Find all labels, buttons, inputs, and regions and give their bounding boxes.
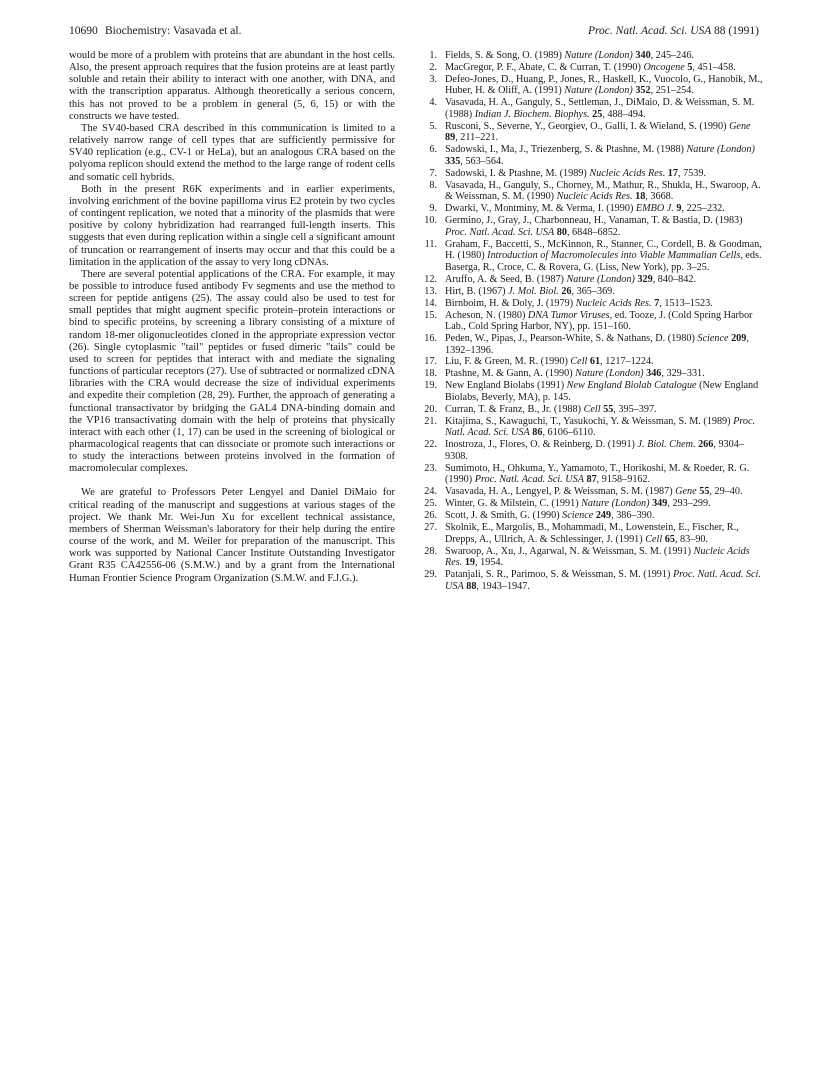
reference-item	[413, 310, 763, 333]
journal-citation	[588, 25, 759, 37]
reference-number: 9.	[429, 203, 437, 215]
reference-text	[445, 97, 763, 120]
reference-journal: Nature (London)	[564, 85, 633, 97]
reference-text	[445, 310, 763, 333]
reference-authors: Birnboim, H. & Doly, J. (1979)	[445, 297, 576, 309]
reference-number: 25.	[424, 498, 437, 510]
reference-pages: , 245–246.	[650, 50, 694, 61]
reference-volume: 335	[445, 155, 461, 167]
paragraph-3: Both in the present R6K experiments and in earlier experiments, involving enrichment of the bovine papilloma virus E2 protein by two cycles of contingent replication, we noted that a minority of the plasmids that were positive by colony hybridization had rearranged full-length inserts. This suggests that even during replication within a single cell a significant amount of truncation or rearrangement of inserts may occur and that this could be a limitation in the application of the assay to very long cDNAs.	[69, 183, 395, 268]
reference-pages: , 488–494.	[602, 108, 646, 120]
reference-volume: 209	[728, 332, 747, 344]
reference-volume: 340	[632, 50, 651, 61]
reference-item	[413, 416, 763, 439]
reference-text	[445, 62, 763, 74]
reference-item	[413, 380, 763, 403]
reference-volume: 86	[529, 427, 543, 439]
reference-item	[413, 74, 763, 97]
reference-authors: Fields, S. & Song, O. (1989)	[445, 50, 565, 61]
reference-item	[413, 286, 763, 298]
reference-text	[445, 463, 763, 486]
reference-authors: Vasavada, H. A., Ganguly, S., Settleman, J., DiMaio, D. & Weissman, S. M. (1988)	[445, 97, 755, 120]
reference-number: 4.	[429, 97, 437, 109]
reference-authors: Sumimoto, H., Ohkuma, Y., Yamamoto, T., Horikoshi, M. & Roeder, R. G. (1990)	[445, 462, 750, 486]
reference-item	[413, 463, 763, 486]
reference-authors: MacGregor, P. F., Abate, C. & Curran, T. (1990)	[445, 61, 644, 73]
reference-pages: , 1513–1523.	[659, 297, 713, 309]
reference-number: 16.	[424, 332, 437, 344]
reference-authors: Hirt, B. (1967)	[445, 285, 509, 297]
reference-journal: J. Biol. Chem.	[637, 439, 696, 451]
reference-number: 1.	[429, 50, 437, 61]
reference-journal: J. Mol. Biol.	[508, 285, 559, 297]
reference-authors: Vasavada, H., Ganguly, S., Chorney, M., Mathur, R., Shukla, H., Swaroop, A. & Weissman, S. M. (1990)	[445, 179, 761, 203]
reference-pages: , 6106–6110.	[542, 427, 596, 439]
paragraph-1: would be more of a problem with proteins that are abundant in the host cells. Also, the present approach requires that the fusion proteins are at least partly soluble and retain their ability to interact with one another, with DNA, and with the transcription apparatus. Although theoretically a serious concern, this has not proved to be a problem in general (5, 6, 15) or with the constructs we have tested.	[69, 50, 395, 122]
acknowledgments: We are grateful to Professors Peter Lengyel and Daniel DiMaio for critical reading of the manuscript and suggestions at various stages of the project. We thank Mr. Wei-Jun Xu for excellent technical assistance, members of Sherman Weissman's laboratory for their help during the entire course of the work, and M. Weiler for preparation of the manuscript. This work was supported by National Cancer Institute Outstanding Investigator Grant R35 CA42556-06 (S.M.W.) and by a grant from the International Human Frontier Science Program Organization (S.M.W. and F.J.G.).	[69, 487, 395, 584]
reference-authors: Dwarki, V., Montminy, M. & Verma, I. (1990)	[445, 203, 636, 215]
reference-item	[413, 356, 763, 368]
reference-text	[445, 380, 763, 403]
reference-text	[445, 203, 763, 215]
reference-text	[445, 522, 763, 545]
reference-journal: Introduction of Macromolecules into Viable Mammalian Cells	[487, 250, 741, 262]
reference-authors: Sadowski, I., Ma, J., Triezenberg, S. & Ptashne, M. (1988)	[445, 144, 687, 156]
reference-journal: Science	[562, 510, 594, 522]
reference-volume: 55	[600, 403, 614, 415]
reference-authors: Defeo-Jones, D., Huang, P., Jones, R., Haskell, K., Vuocolo, G., Hanobik, M., Huber, H. & Oliff, A. (1991)	[445, 73, 763, 97]
reference-volume: 266	[695, 439, 714, 451]
reference-pages: , 6848–6852.	[566, 226, 621, 238]
reference-volume: 346	[643, 368, 662, 380]
reference-item	[413, 546, 763, 569]
reference-pages: (New England Biolabs, Beverly, MA), p. 145.	[445, 380, 759, 403]
reference-item	[413, 97, 763, 120]
reference-journal: Proc. Natl. Acad. Sci. USA	[445, 569, 761, 592]
reference-journal: Nature (London)	[566, 273, 635, 285]
reference-number: 28.	[424, 545, 437, 557]
reference-authors: Kitajima, S., Kawaguchi, T., Yasukochi, Y. & Weissman, S. M. (1989)	[445, 415, 734, 427]
reference-text	[445, 439, 763, 462]
reference-pages: , 1217–1224.	[600, 356, 654, 368]
reference-pages: , 840–842.	[652, 273, 696, 285]
reference-number: 12.	[424, 273, 437, 285]
reference-volume: 329	[634, 273, 653, 285]
reference-volume: 18	[632, 191, 646, 203]
reference-authors: Aruffo, A. & Seed, B. (1987)	[445, 273, 567, 285]
reference-pages: , 211–221.	[455, 132, 499, 144]
reference-journal: Proc. Natl. Acad. Sci. USA	[445, 226, 555, 238]
reference-item	[413, 404, 763, 416]
reference-number: 23.	[424, 462, 437, 474]
reference-volume: 65	[662, 533, 675, 545]
reference-text	[445, 50, 763, 62]
reference-journal: Nature (London)	[575, 368, 644, 380]
reference-pages: , 293–299.	[667, 498, 711, 510]
reference-authors: Rusconi, S., Severne, Y., Georgiev, O., Galli, I. & Wieland, S. (1990)	[445, 120, 730, 132]
reference-item	[413, 239, 763, 274]
reference-journal: Gene	[729, 120, 751, 132]
reference-number: 21.	[424, 415, 437, 427]
reference-journal: Nature (London)	[686, 144, 755, 156]
reference-authors: Winter, G. & Milstein, C. (1991)	[445, 498, 582, 510]
reference-text	[445, 356, 763, 368]
reference-volume: 55	[696, 486, 710, 498]
paragraph-4: There are several potential applications of the CRA. For example, it may be possible to introduce fused antibody Fv segments and use the method to screen for peptide antigens (25). The assay could also be used to test for small peptides that might augment specific protein–protein interactions or bind to specific proteins, by screening a library consisting of a mixture of random 18-mer oligonucleotides cloned in the appropriate expression vector (26). Single cytoplasmic "tail" peptides or fused dimeric "tails" could be used to screen for peptides that interact with and mediate the signaling functions of particular receptors (27). Use of subtracted or normalized cDNA libraries with the CRA would decrease the size of individual experiments and expedite their completion (28, 29). Further, the approach of generating a functional transactivator by bridging the GAL4 DNA-binding domain and the VP16 transactivating domain with the help of proteins that physically interact with each other (1, 17) can be used in the screening of biological or pharmacological reagents that can dissociate or promote such interactions or to study the interactions between proteins involved in the formation of macromolecular complexes.	[69, 268, 395, 475]
reference-authors: Curran, T. & Franz, B., Jr. (1988)	[445, 403, 584, 415]
running-head: Biochemistry: Vasavada et al.	[105, 25, 242, 37]
reference-journal: Nucleic Acids Res.	[575, 297, 652, 309]
reference-authors: Peden, W., Pipas, J., Pearson-White, S. & Nathans, D. (1980)	[445, 332, 698, 344]
reference-volume: 249	[593, 510, 612, 522]
reference-number: 13.	[424, 285, 437, 297]
reference-journal: Nucleic Acids Res.	[445, 545, 750, 569]
reference-volume: 25	[589, 108, 603, 120]
reference-pages: , 563–564.	[460, 155, 504, 167]
reference-volume: 87	[583, 474, 597, 486]
running-header	[69, 25, 759, 41]
reference-authors: Patanjali, S. R., Parimoo, S. & Weissman, S. M. (1991)	[445, 569, 673, 580]
reference-text	[445, 404, 763, 416]
reference-list	[413, 50, 763, 592]
reference-text	[445, 239, 763, 274]
reference-journal: New England Biolab Catalogue	[566, 380, 697, 392]
reference-number: 17.	[424, 356, 437, 368]
reference-pages: , 9304–9308.	[445, 439, 744, 462]
reference-journal: Proc. Natl. Acad. Sci. USA	[445, 415, 756, 439]
reference-item	[413, 180, 763, 203]
reference-authors: Ptashne, M. & Gann, A. (1990)	[445, 368, 576, 380]
reference-item	[413, 144, 763, 167]
reference-number: 3.	[429, 73, 437, 85]
reference-pages: , 251–254.	[650, 85, 694, 97]
reference-text	[445, 180, 763, 203]
reference-pages: , 225–232.	[681, 203, 725, 215]
reference-item	[413, 50, 763, 62]
reference-number: 24.	[424, 486, 437, 498]
reference-item	[413, 168, 763, 180]
reference-journal: Nucleic Acids Res.	[589, 167, 666, 179]
reference-pages: , 29–40.	[709, 486, 743, 498]
reference-pages: , 7539.	[677, 167, 706, 179]
reference-volume: 61	[587, 356, 601, 368]
reference-text	[445, 416, 763, 439]
reference-authors: Inostroza, J., Flores, O. & Reinberg, D. (1991)	[445, 439, 638, 451]
reference-journal: Cell	[645, 533, 663, 545]
reference-number: 10.	[424, 215, 437, 227]
reference-journal: Nature (London)	[564, 50, 633, 61]
journal-name: Proc. Natl. Acad. Sci. USA	[587, 25, 712, 37]
reference-pages: , 3668.	[645, 191, 674, 203]
reference-number: 19.	[424, 380, 437, 392]
reference-item	[413, 203, 763, 215]
reference-item	[413, 215, 763, 238]
reference-number: 2.	[429, 61, 437, 73]
reference-number: 7.	[429, 167, 437, 179]
reference-pages: , 395–397.	[613, 403, 657, 415]
reference-volume: 26	[558, 285, 572, 297]
reference-text	[445, 546, 763, 569]
reference-number: 11.	[424, 238, 437, 250]
reference-journal: Nature (London)	[581, 498, 650, 510]
reference-pages: , 1392–1396.	[445, 332, 749, 356]
reference-item	[413, 274, 763, 286]
reference-pages: , 1954.	[475, 557, 504, 569]
reference-authors: Skolnik, E., Margolis, B., Mohammadi, M., Lowenstein, E., Fischer, R., Drepps, A., Ullrich, A. & Schlessinger, J. (1991)	[445, 522, 739, 545]
reference-journal: DNA Tumor Viruses	[527, 309, 610, 321]
reference-journal: Proc. Natl. Acad. Sci. USA	[474, 474, 584, 486]
reference-text	[445, 368, 763, 380]
reference-text	[445, 486, 763, 498]
reference-pages: , eds. Baserga, R., Croce, C. & Rovera, G. (Liss, New York), pp. 3–25.	[445, 250, 762, 273]
reference-volume: 352	[632, 85, 651, 97]
reference-authors: Liu, F. & Green, M. R. (1990)	[445, 356, 571, 368]
reference-journal: Cell	[583, 403, 601, 415]
reference-authors: Acheson, N. (1980)	[445, 309, 528, 321]
reference-item	[413, 62, 763, 74]
reference-volume: 89	[445, 132, 456, 144]
reference-item	[413, 121, 763, 144]
reference-text	[445, 215, 763, 238]
reference-item	[413, 298, 763, 310]
reference-item	[413, 522, 763, 545]
reference-number: 15.	[424, 309, 437, 321]
reference-number: 27.	[424, 522, 437, 534]
reference-number: 26.	[424, 510, 437, 522]
reference-number: 29.	[424, 569, 437, 580]
reference-text	[445, 274, 763, 286]
reference-volume: 88	[463, 580, 477, 592]
reference-authors: Graham, F., Baccetti, S., McKinnon, R., Stanner, C., Cordell, B. & Goodman, H. (1980)	[445, 238, 762, 262]
reference-text	[445, 121, 763, 144]
reference-volume: 7	[651, 297, 660, 309]
reference-text	[445, 510, 763, 522]
reference-pages: , 365–369.	[571, 285, 615, 297]
reference-pages: , 9158–9162.	[596, 474, 651, 486]
reference-number: 22.	[424, 439, 437, 451]
reference-number: 14.	[424, 297, 437, 309]
journal-volume: 88 (1991)	[713, 25, 759, 37]
reference-text	[445, 498, 763, 510]
reference-authors: Sadowski, I. & Ptashne, M. (1989)	[445, 167, 590, 179]
reference-number: 18.	[424, 368, 437, 380]
reference-item	[413, 333, 763, 356]
reference-volume: 9	[673, 203, 682, 215]
reference-journal: EMBO J.	[635, 203, 674, 215]
reference-number: 5.	[429, 120, 437, 132]
reference-number: 6.	[429, 144, 437, 156]
reference-journal: Indian J. Biochem. Biophys.	[474, 108, 590, 120]
reference-pages: , 329–331.	[661, 368, 705, 380]
reference-number: 8.	[429, 179, 437, 191]
reference-authors: Scott, J. & Smith, G. (1990)	[445, 510, 563, 522]
page-number: 10690	[69, 25, 98, 37]
reference-volume: 80	[554, 226, 567, 238]
reference-item	[413, 486, 763, 498]
reference-authors: Germino, J., Gray, J., Charbonneau, H., Vanaman, T. & Bastia, D. (1983)	[445, 215, 743, 227]
reference-pages: , 83–90.	[674, 533, 709, 545]
reference-text	[445, 298, 763, 310]
body-column	[69, 50, 395, 585]
reference-number: 20.	[424, 403, 437, 415]
reference-item	[413, 368, 763, 380]
reference-pages: , 1943–1947.	[476, 580, 530, 592]
reference-volume: 349	[649, 498, 668, 510]
reference-item	[413, 569, 763, 592]
reference-authors: New England Biolabs (1991)	[445, 380, 567, 392]
reference-item	[413, 510, 763, 522]
reference-text	[445, 74, 763, 97]
reference-pages: , 451–458.	[692, 61, 736, 73]
paragraph-2: The SV40-based CRA described in this communication is limited to a relatively narrow range of cell types that are sufficiently permissive for SV40 replication (e.g., CV-1 or HeLa), but an analogous CRA based on the polyoma replicon should extend the method to the large range of rodent cells and somatic cell hybrids.	[69, 122, 395, 183]
reference-authors: Vasavada, H. A., Lengyel, P. & Weissman, S. M. (1987)	[445, 486, 676, 498]
reference-journal: Oncogene	[643, 61, 685, 73]
reference-volume: 17	[665, 167, 678, 179]
reference-journal: Gene	[675, 486, 697, 498]
reference-item	[413, 439, 763, 462]
reference-volume: 19	[462, 557, 475, 569]
reference-journal: Cell	[570, 356, 588, 368]
reference-text	[445, 333, 763, 356]
reference-journal: Nucleic Acids Res.	[556, 191, 633, 203]
reference-volume: 5	[684, 61, 693, 73]
reference-pages: , ed. Tooze, J. (Cold Spring Harbor Lab., Cold Spring Harbor, NY), pp. 151–160.	[445, 309, 753, 333]
reference-pages: , 386–390.	[611, 510, 655, 522]
reference-text	[445, 168, 763, 180]
reference-authors: Swaroop, A., Xu, J., Agarwal, N. & Weissman, S. M. (1991)	[445, 545, 694, 557]
reference-text	[445, 569, 763, 592]
reference-item	[413, 498, 763, 510]
reference-text	[445, 144, 763, 167]
reference-journal: Science	[697, 332, 729, 344]
reference-text	[445, 286, 763, 298]
